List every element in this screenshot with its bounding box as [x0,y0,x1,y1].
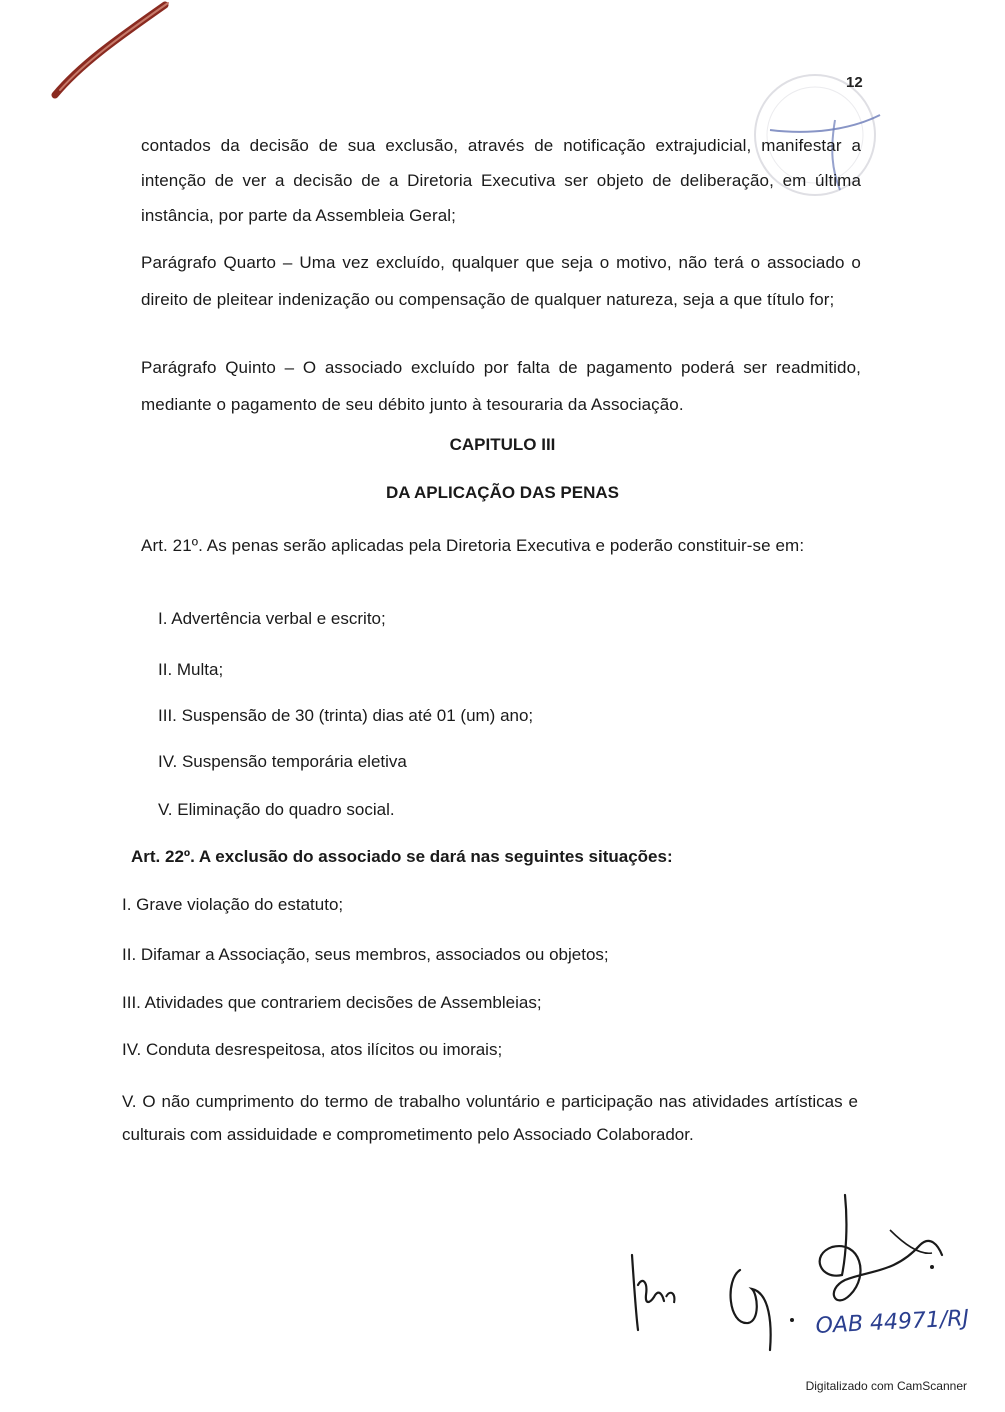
handwritten-signature [620,1185,970,1355]
exclusion-item: II. Difamar a Associação, seus membros, associados ou objetos; [122,945,609,964]
article-22-title: Art. 22º. A exclusão do associado se dará nas seguintes situações: [131,847,673,866]
penalty-item: III. Suspensão de 30 (trinta) dias até 01 (um) ano; [158,706,534,725]
exclusion-item: I. Grave violação do estatuto; [122,895,344,914]
exclusion-item: V. O não cumprimento do termo de trabalho voluntário e participação nas atividades artísticas e culturais com assiduidade e comprometimento pelo Associado Colaborador. [122,1092,858,1144]
article-21: Art. 21º. As penas serão aplicadas pela Diretoria Executiva e poderão constituir-se em: [141,536,805,555]
penalty-item: I. Advertência verbal e escrito; [158,609,386,628]
paragrafo-quarto: Parágrafo Quarto – Uma vez excluído, qualquer que seja o motivo, não terá o associado o direito de pleitear indenização ou compensação de qualquer natureza, seja a que título for; [141,253,861,309]
scanner-watermark: Digitalizado com CamScanner [805,1379,967,1393]
exclusion-item: III. Atividades que contrariem decisões de Assembleias; [122,993,542,1012]
penalty-item: V. Eliminação do quadro social. [158,800,395,819]
corner-pen-stroke [0,0,180,120]
page-number: 12 [846,74,863,91]
penalty-item: II. Multa; [158,660,224,679]
svg-text:OAB 44971/RJ: OAB 44971/RJ [815,1305,970,1339]
chapter-number: CAPITULO III [449,435,556,454]
exclusion-item: IV. Conduta desrespeitosa, atos ilícitos ou imorais; [122,1040,503,1059]
paragrafo-quinto: Parágrafo Quinto – O associado excluído por falta de pagamento poderá ser readmitido, mediante o pagamento de seu débito junto à tesouraria da Associação. [141,358,861,414]
penalty-item: IV. Suspensão temporária eletiva [158,752,407,771]
chapter-title: DA APLICAÇÃO DAS PENAS [386,483,619,502]
continuation-paragraph: contados da decisão de sua exclusão, através de notificação extrajudicial, manifestar a intenção de ver a decisão de a Diretoria Executiva ser objeto de deliberação, em última instância, por parte da Assembleia Geral; [141,136,861,225]
